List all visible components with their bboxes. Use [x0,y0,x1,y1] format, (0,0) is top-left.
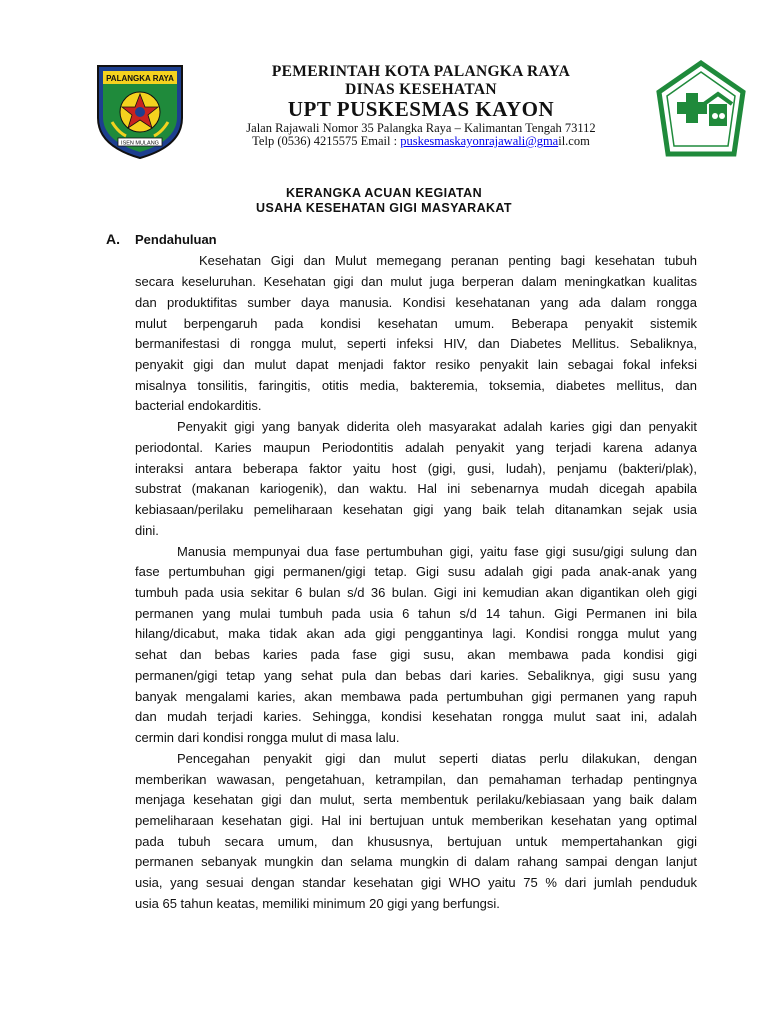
body-line: permanen yang mulai tumbuh pada usia 6 tahun s/d 14 tahun. Gigi Permanen ini bila [135,606,697,621]
body-line: permanen sebanyak mungkin dan selama mungkin di dalam rahang sampai dengan lanjut [135,854,697,869]
letterhead-address: Jalan Rajawali Nomor 35 Palangka Raya – Kalimantan Tengah 73112 [246,121,596,135]
body-line: penyakit gigi dan mulut dapat menjadi faktor resiko penyakit lain sebagai fokal infeksi [135,357,697,372]
body-line: kebiasaan/perilaku pemeliharaan kesehatan gigi yang baik telah ditanamkan sejak usia [135,502,697,517]
body-line: Penyakit gigi yang banyak diderita oleh masyarakat adalah karies gigi dan penyakit [177,419,697,434]
body-line: fase pertumbuhan gigi permanen/gigi tetap. Gigi susu adalah gigi pada anak-anak yang [135,564,697,579]
emblem-motto: ISEN MULANG [121,140,159,147]
body-line: mulut berpengaruh pada kondisi kesehatan umum. Beberapa penyakit sistemik [135,316,697,331]
emblem-label: PALANGKA RAYA [106,74,174,83]
body-line: usia, yang sesuai dengan standar kesehatan gigi WHO yaitu 75 % dari jumlah penduduk [135,875,697,890]
body-line: pada tubuh secara umum, dan khususnya, bertujuan untuk mempertahankan gigi [135,834,697,849]
body-line: misalnya tonsilitis, faringitis, otitis media, bakteremia, toksemia, diabetes mellitus, dan [135,378,697,393]
section-letter: A. [106,231,120,247]
document-title: KERANGKA ACUAN KEGIATAN [286,186,482,200]
letterhead-phone: Telp (0536) 4215575 Email : [252,134,401,148]
letterhead-institution: UPT PUSKESMAS KAYON [287,97,555,121]
email-link[interactable]: puskesmaskayonrajawali@gma [400,134,559,148]
body-line: substrat (makanan kariogenik), dan waktu. Hal ini sebenarnya mudah dicegah apabila [135,481,697,496]
letterhead-government: PEMERINTAH KOTA PALANGKA RAYA [271,63,571,80]
letterhead-contact [186,134,656,149]
section-title: Pendahuluan [135,232,217,247]
body-line: Manusia mempunyai dua fase pertumbuhan gigi, yaitu fase gigi susu/gigi sulung dan [177,544,697,559]
body-line: hilang/dicabut, maka tidak akan ada gigi penggantinya lagi. Kondisi rongga mulut yang [135,626,697,641]
body-line: secara keseluruhan. Kesehatan gigi dan mulut juga berperan dalam meningkatkan kualitas [135,274,697,289]
body-line: permanen/gigi tetap yang sehat pula dan bebas dari karies. Sebaliknya, gigi susu yang [135,668,697,683]
body-line: menjaga kesehatan gigi dan mulut, serta membentuk perilaku/kebiasaan yang baik dalam [135,792,697,807]
email-suffix: il.com [558,134,590,148]
body-line: tumbuh pada usia sekitar 6 bulan s/d 36 bulan. Gigi ini kemudian akan digantikan oleh gigi [135,585,697,600]
body-line: cermin dari kondisi rongga mulut di masa lalu. [135,730,400,745]
body-line: periodontal. Karies maupun Periodontitis adalah penyakit yang terjadi karena adanya [135,440,697,455]
body-line: sehat dan bebas karies pada fase gigi susu, akan membawa pada kondisi gigi [135,647,697,662]
body-line: bermanifestasi di rongga mulut, seperti infeksi HIV, dan Diabetes Mellitus. Sebaliknya, [135,336,697,351]
body-line: dan mudah terjadi karies. Sehingga, kondisi kesehatan rongga mulut saat ini, adalah [135,709,697,724]
body-line: dan produktifitas sumber daya manusia. Kondisi kesehatanan yang ada dalam rongga [135,295,697,310]
body-line: banyak mengalami karies, akan membawa pada pertumbuhan gigi permanen yang rapuh [135,689,697,704]
document-subtitle: USAHA KESEHATAN GIGI MASYARAKAT [256,201,512,215]
body-line: memberikan wawasan, pengetahuan, ketrampilan, dan pemahaman terhadap pentingnya [135,772,697,787]
body-line: usia 65 tahun keatas, memiliki minimum 20 gigi yang berfungsi. [135,896,500,911]
body-line: pemeliharaan kesehatan gigi. Hal ini bertujuan untuk memberikan kesehatan yang optimal [135,813,697,828]
body-line: bacterial endokarditis. [135,398,262,413]
puskesmas-logo-icon [656,60,746,158]
palangka-raya-emblem-icon [94,60,186,160]
body-line: Kesehatan Gigi dan Mulut memegang peranan penting bagi kesehatan tubuh [199,253,697,268]
body-line: Pencegahan penyakit gigi dan mulut seperti diatas perlu dilakukan, dengan [177,751,697,766]
body-line: dini. [135,523,159,538]
letterhead-agency: DINAS KESEHATAN [345,81,497,98]
body-line: interaksi antara beberapa faktor yaitu host (gigi, gusi, ludah), penjamu (bakteri/plak), [135,461,697,476]
